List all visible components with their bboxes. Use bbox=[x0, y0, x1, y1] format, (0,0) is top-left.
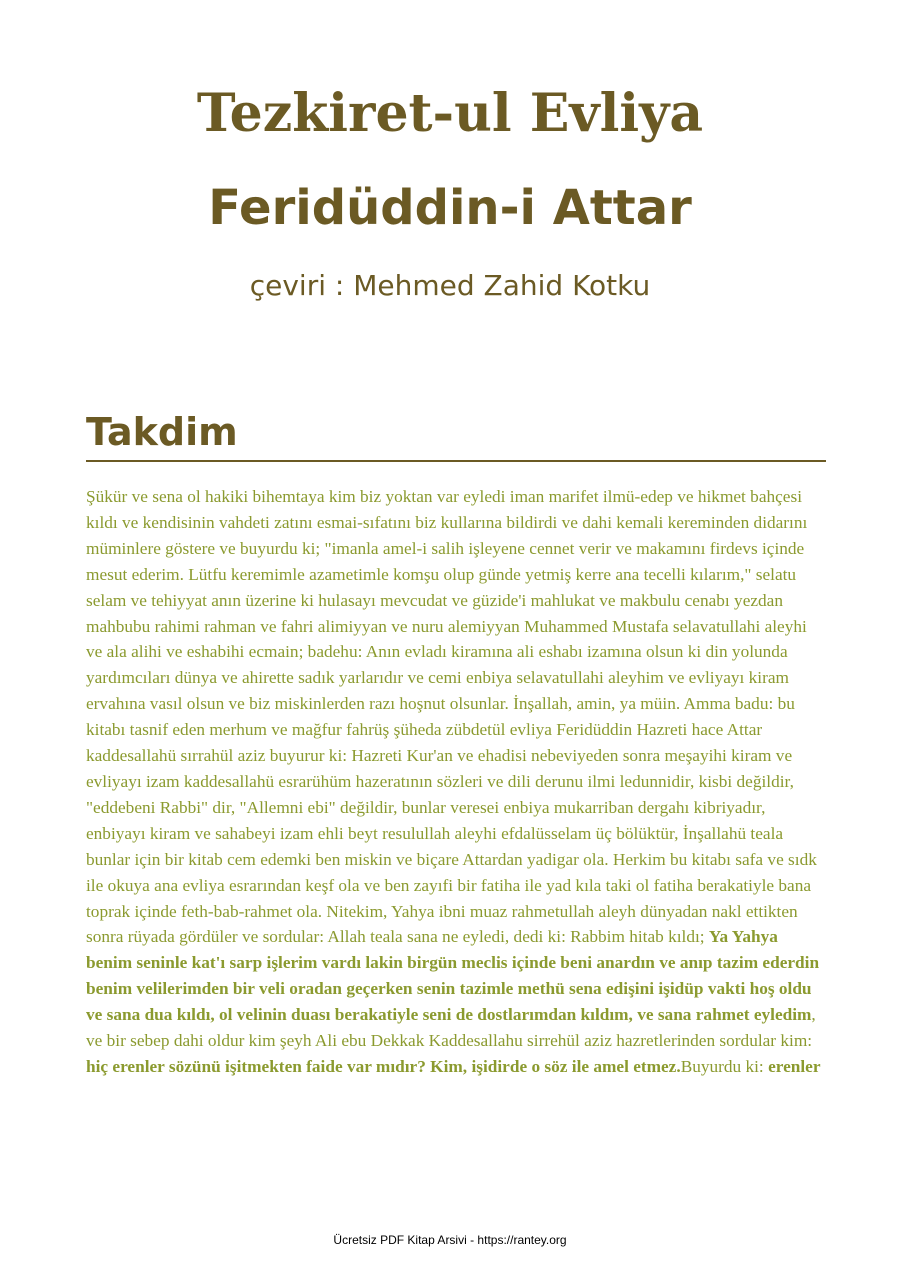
body-text-segment: , ve bir sebep dahi oldur kim şeyh Ali ebu Dekkak Kaddesallahu sirrehül aziz hazretlerinden sordular kim: bbox=[86, 1005, 816, 1051]
body-text-segment: Buyurdu ki: bbox=[680, 1056, 769, 1076]
body-paragraph bbox=[86, 484, 824, 1080]
body-bold-segment: hiç erenler sözünü işitmekten faide var mıdır? Kim, işidirde o söz ile amel etmez. bbox=[86, 1056, 681, 1076]
body-bold-segment: erenler bbox=[768, 1056, 821, 1076]
book-title: Tezkiret-ul Evliya bbox=[196, 83, 704, 144]
body-text-segment: Şükür ve sena ol hakiki bihemtaya kim biz yoktan var eyledi iman marifet ilmü-edep ve hikmet bahçesi kıldı ve kendisinin vahdeti zatını esmai-sıfatını biz kullarına bildirdi ve dahi kemali kereminden didarını müminlere göstere ve buyurdu ki; "imanla amel-i salih işleyene cennet verir ve makamını firdevs içinde mesut ederim. Lütfu keremimle azametimle komşu olup günde yetmiş kerre ana tecelli kılarım," selatu selam ve tehiyyat anın üzerine ki hulasayı mevcudat ve güzide'i mahlukat ve makbulu cenabı yezdan mahbubu rahimi rahman ve fahri alimiyyan ve nuru alemiyyan Muhammed Mustafa selavatullahi aleyhi ve ala alihi ve eshabihi ecmain; badehu: Anın evladı kiramına ali eshabı izamına olsun ki din yolunda yardımcıları dünya ve ahirette sadık yarlarıdır ve cemi enbiya selavatullahi aleyhim ve evliyayı kiram ervahına vasıl olsun ve biz miskinlerden razı hoşnut olsunlar. İnşallah, amin, ya müin. Amma badu: bu kitabı tasnif eden merhum ve mağfur fahrüş şüheda zübdetül evliya Feridüddin Hazreti hace Attar kaddesallahü sırrahül aziz buyurur ki: Hazreti Kur'an ve ehadisi nebeviyeden sonra meşayihi kiram ve evliyayı izam kaddesallahü esrarühüm hazeratının sözleri ve dili derunu ilmi ledunnidir, kisbi değildir, "eddebeni Rabbi" dir, "Allemni ebi" değildir, bunlar veresei enbiya mukarriban dergahı kibriyadır, enbiyayı kiram ve sahabeyi izam ehli beyt resulullah aleyhi efdalüsselam üç bölüktür, İnşallahü teala bunlar için bir kitab cem edemki ben miskin ve biçare Attardan yadigar ola. Herkim bu kitabı safa ve sıdk ile okuya ana evliya esrarından keşf ola ve ben zayıfi bir fatiha ile yad kıla taki ol fatiha berakatiyle bana toprak içinde feth-bab-rahmet ola. Nitekim, Yahya ibni muaz rahmetullah aleyh dünyadan nakl ettikten sonra rüyada gördüler ve sordular: Allah teala sana ne eyledi, dedi ki: Rabbim hitab kıldı; bbox=[86, 487, 817, 947]
book-translator: çeviri : Mehmed Zahid Kotku bbox=[249, 269, 651, 302]
book-author: Feridüddin-i Attar bbox=[208, 180, 692, 236]
section-heading: Takdim bbox=[86, 406, 826, 462]
body-bold-segment: Ya Yahya benim seninle kat'ı sarp işlerim vardı lakin birgün meclis içinde beni anardın ve anıp tazim ederdin benim velilerimden bir veli oradan geçerken senin tazimle methü sena edişini işidüp vakti hoş oldu ve sana dua kıldı, ol velinin duası berakatiyle seni de dostlarımdan kıldım, ve sana rahmet eyledim bbox=[86, 927, 820, 1025]
page-footer: Ücretsiz PDF Kitap Arsivi - https://rantey.org bbox=[333, 1233, 567, 1247]
